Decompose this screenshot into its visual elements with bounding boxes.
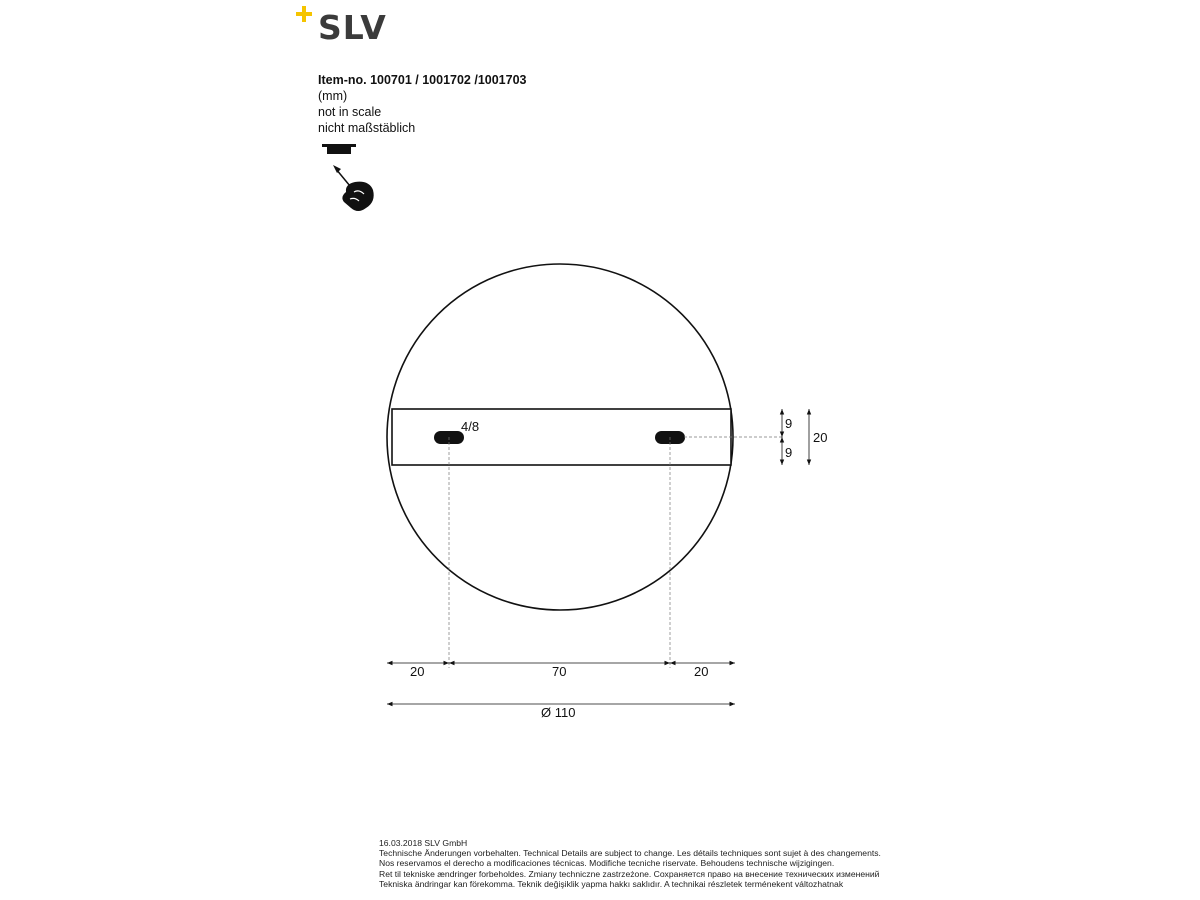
scale-note-de: nicht maßstäblich [318,121,416,135]
unit-label: (mm) [318,89,348,103]
brand-name: SLV [318,8,387,47]
scale-note-en: not in scale [318,105,382,119]
dim-bottom-half-label: 9 [785,445,793,460]
footer-line: Nos reservamos el derecho a modificaciones técnicas. Modifiche tecniche riservate. Behoudens technische wijzigingen. [379,858,835,869]
item-number: Item-no. 100701 / 1001702 /1001703 [318,73,527,87]
dim-diameter-label: Ø 110 [541,705,576,720]
footer-disclaimer [379,838,881,889]
dim-plate-height-label: 20 [813,430,828,445]
footer-line: Technische Änderungen vorbehalten. Technical Details are subject to change. Les détails techniques sont sujet à des changements. [379,848,881,859]
slot-size-label: 4/8 [461,419,480,434]
footer-date-company: 16.03.2018 SLV GmbH [379,838,468,848]
dim-left-margin-label: 20 [410,664,425,679]
dim-hole-spacing-label: 70 [552,664,567,679]
footer-line: Ret til tekniske ændringer forbeholdes. Zmiany techniczne zastrzeżone. Сохраняется право на внесение технических изменений [379,868,880,879]
dim-top-half-label: 9 [785,416,793,431]
footer-line: Tekniska ändringar kan förekomma. Teknik değişiklik yapma hakkı saklıdır. A technikai részletek terménekent változhatnak [379,878,844,889]
dim-right-margin-label: 20 [694,664,709,679]
